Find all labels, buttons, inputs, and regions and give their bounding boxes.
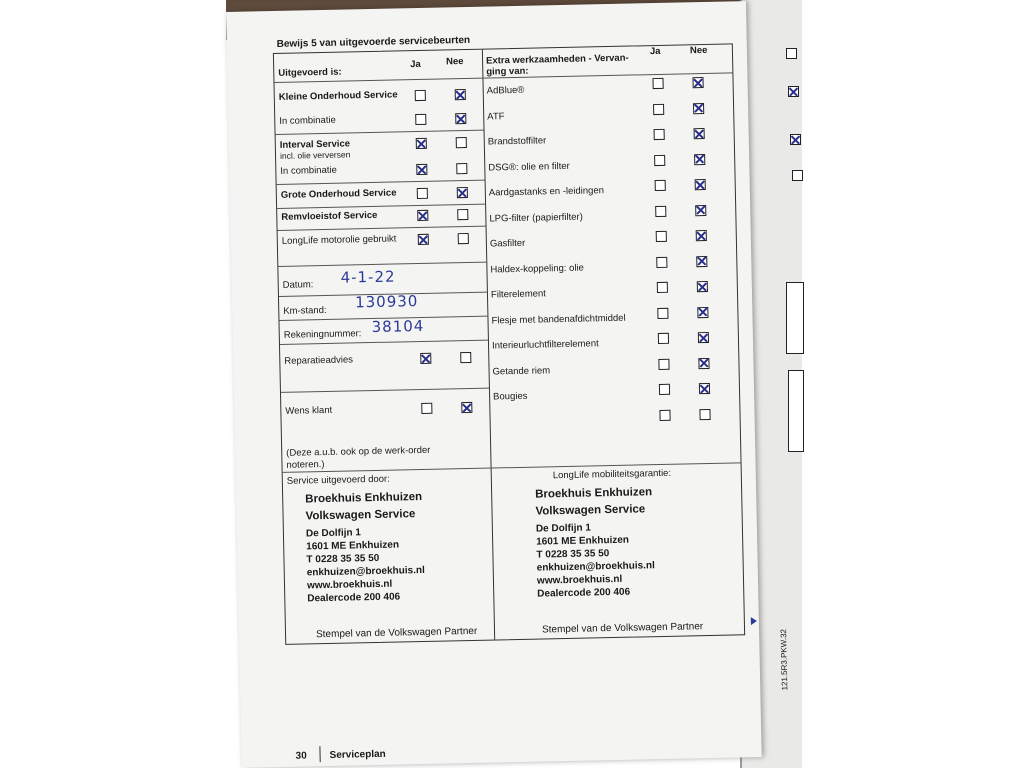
wens-nee-checkbox[interactable] [461,402,472,413]
right-item-label: Filterelement [490,288,547,301]
document-page [226,1,790,768]
datum-label: Datum: [282,279,314,291]
reparatie-ja-checkbox[interactable] [420,353,431,364]
right-item-ja-checkbox[interactable] [656,256,667,267]
right-item-label: Interieurluchtfilterelement [491,338,599,352]
left-item-nee-checkbox[interactable] [457,209,468,220]
left-item-nee-checkbox[interactable] [458,233,469,244]
stamp-line: www.broekhuis.nl [536,573,623,587]
side-code: 121.5R3.PKW.32 [779,628,790,691]
dealer-stamp-left [305,491,425,605]
divider [280,340,488,345]
right-item-nee-checkbox[interactable] [693,103,704,114]
right-item-label: Bougies [493,390,528,403]
right-nee-header: Nee [689,44,708,57]
left-item-nee-checkbox[interactable] [456,137,467,148]
right-item-nee-checkbox[interactable] [696,255,707,266]
stamp-line: T 0228 35 35 50 [306,552,380,566]
facing-box [786,282,804,354]
divider [278,226,486,231]
rekening-label: Rekeningnummer: [283,328,362,341]
right-item-label: Haldex-koppeling: olie [490,262,585,276]
stamp-line: Volkswagen Service [305,508,416,523]
right-item-label: LPG-filter (papierfilter) [489,211,583,225]
service-right-caption: LongLife mobiliteitsgarantie: [552,467,672,482]
stamp-line: www.broekhuis.nl [306,578,393,592]
stamp-line: Volkswagen Service [535,503,646,518]
divider [274,78,482,83]
stamp-line: De Dolfijn 1 [305,527,362,540]
right-item-ja-checkbox[interactable] [655,180,666,191]
right-item-nee-checkbox[interactable] [692,77,703,88]
datum-value: 4-1-22 [340,267,396,287]
left-item-nee-checkbox[interactable] [455,113,466,124]
right-item-ja-checkbox[interactable] [657,307,668,318]
km-value: 130930 [354,292,419,312]
right-item-label: Aardgastanks en -leidingen [488,185,605,199]
facing-checkbox [792,170,803,181]
facing-checkbox [788,86,799,97]
right-item-label: Flesje met bandenafdichtmiddel [491,312,626,327]
right-item-nee-checkbox[interactable] [698,332,709,343]
stamp-footer-right: Stempel van de Volkswagen Partner [541,621,704,636]
right-item-ja-checkbox[interactable] [658,358,669,369]
divider [281,388,489,393]
left-item-ja-checkbox[interactable] [416,164,427,175]
divider [277,204,485,209]
stamp-line: 1601 ME Enkhuizen [306,539,400,553]
note-text: (Deze a.u.b. ook op de werk-order noteren.) [286,444,431,471]
next-page-arrow-icon [751,617,757,625]
right-item-ja-checkbox[interactable] [656,231,667,242]
background-right [800,0,1024,768]
stamp-line: 1601 ME Enkhuizen [536,534,630,548]
right-item-ja-checkbox[interactable] [658,333,669,344]
right-item-nee-checkbox[interactable] [695,179,706,190]
km-label: Km-stand: [283,304,327,317]
stamp-line: enkhuizen@broekhuis.nl [536,560,655,574]
right-item-label: Gasfilter [489,237,526,250]
stamp-line: De Dolfijn 1 [535,522,592,535]
background-left [0,0,226,768]
divider [278,262,486,267]
facing-box [788,370,804,452]
right-item-label: ATF [487,110,505,123]
right-item-ja-checkbox[interactable] [657,282,668,293]
left-item-sublabel: incl. olie verversen [279,149,351,161]
wens-label: Wens klant [285,404,333,417]
left-item-ja-checkbox[interactable] [417,188,428,199]
service-left-caption: Service uitgevoerd door: [286,473,390,487]
facing-checkbox [786,48,797,59]
left-item-label: Interval Service [279,138,351,151]
facing-checkbox [790,134,801,145]
right-item-label: Brandstoffilter [487,135,547,148]
stamp-line: T 0228 35 35 50 [536,548,610,561]
left-item-nee-checkbox[interactable] [457,187,468,198]
right-item-ja-checkbox[interactable] [653,103,664,114]
right-item-ja-checkbox[interactable] [655,205,666,216]
service-form [273,43,745,645]
right-item-ja-checkbox[interactable] [659,409,670,420]
right-item-nee-checkbox[interactable] [694,153,705,164]
divider [277,180,485,185]
left-item-label: Grote Onderhoud Service [280,187,397,201]
left-item-ja-checkbox[interactable] [416,138,427,149]
reparatie-nee-checkbox[interactable] [460,352,471,363]
left-item-label: Kleine Onderhoud Service [278,89,398,103]
left-item-label: Remvloeistof Service [281,209,378,223]
right-ja-header: Ja [649,45,661,58]
left-item-ja-checkbox[interactable] [415,114,426,125]
right-item-nee-checkbox[interactable] [697,281,708,292]
right-item-ja-checkbox[interactable] [654,129,665,140]
reparatie-label: Reparatieadvies [284,354,354,367]
left-item-ja-checkbox[interactable] [418,234,429,245]
right-item-ja-checkbox[interactable] [659,384,670,395]
right-item-nee-checkbox[interactable] [695,204,706,215]
rekening-value: 38104 [371,316,425,337]
left-item-ja-checkbox[interactable] [417,210,428,221]
left-item-nee-checkbox[interactable] [456,163,467,174]
left-item-nee-checkbox[interactable] [455,89,466,100]
stamp-footer-left: Stempel van de Volkswagen Partner [315,625,478,641]
stamp-line: Dealercode 200 406 [537,586,631,600]
right-item-ja-checkbox[interactable] [652,78,663,89]
right-item-label: AdBlue® [486,84,525,97]
footer-separator [319,746,320,762]
left-header: Uitgevoerd is: [278,66,342,79]
right-item-nee-checkbox[interactable] [696,230,707,241]
stamp-line: Broekhuis Enkhuizen [305,491,423,506]
page-title: Bewijs 5 van uitgevoerde servicebeurten [276,34,471,50]
section-name: Serviceplan [329,748,386,761]
right-item-label: DSG®: olie en filter [488,160,570,174]
left-item-label: In combinatie [279,114,336,127]
divider [276,130,484,135]
page-number: 30 [295,750,307,762]
left-item-label: In combinatie [280,164,337,177]
right-item-nee-checkbox[interactable] [697,306,708,317]
right-item-label: Getande riem [492,364,551,377]
right-item-nee-checkbox[interactable] [699,408,710,419]
left-item-ja-checkbox[interactable] [415,90,426,101]
right-item-nee-checkbox[interactable] [698,357,709,368]
right-item-nee-checkbox[interactable] [694,128,705,139]
dealer-stamp-right [535,486,655,600]
left-item-label: LongLife motorolie gebruikt [281,233,397,247]
right-header: Extra werkzaamheden - Vervan-ging van: [485,52,629,78]
right-item-nee-checkbox[interactable] [699,383,710,394]
wens-ja-checkbox[interactable] [421,403,432,414]
right-item-ja-checkbox[interactable] [654,154,665,165]
stamp-line: Broekhuis Enkhuizen [535,486,653,501]
stamp-line: Dealercode 200 406 [307,591,401,605]
left-ja-header: Ja [410,58,421,71]
stamp-line: enkhuizen@broekhuis.nl [306,564,425,579]
left-nee-header: Nee [445,56,464,68]
